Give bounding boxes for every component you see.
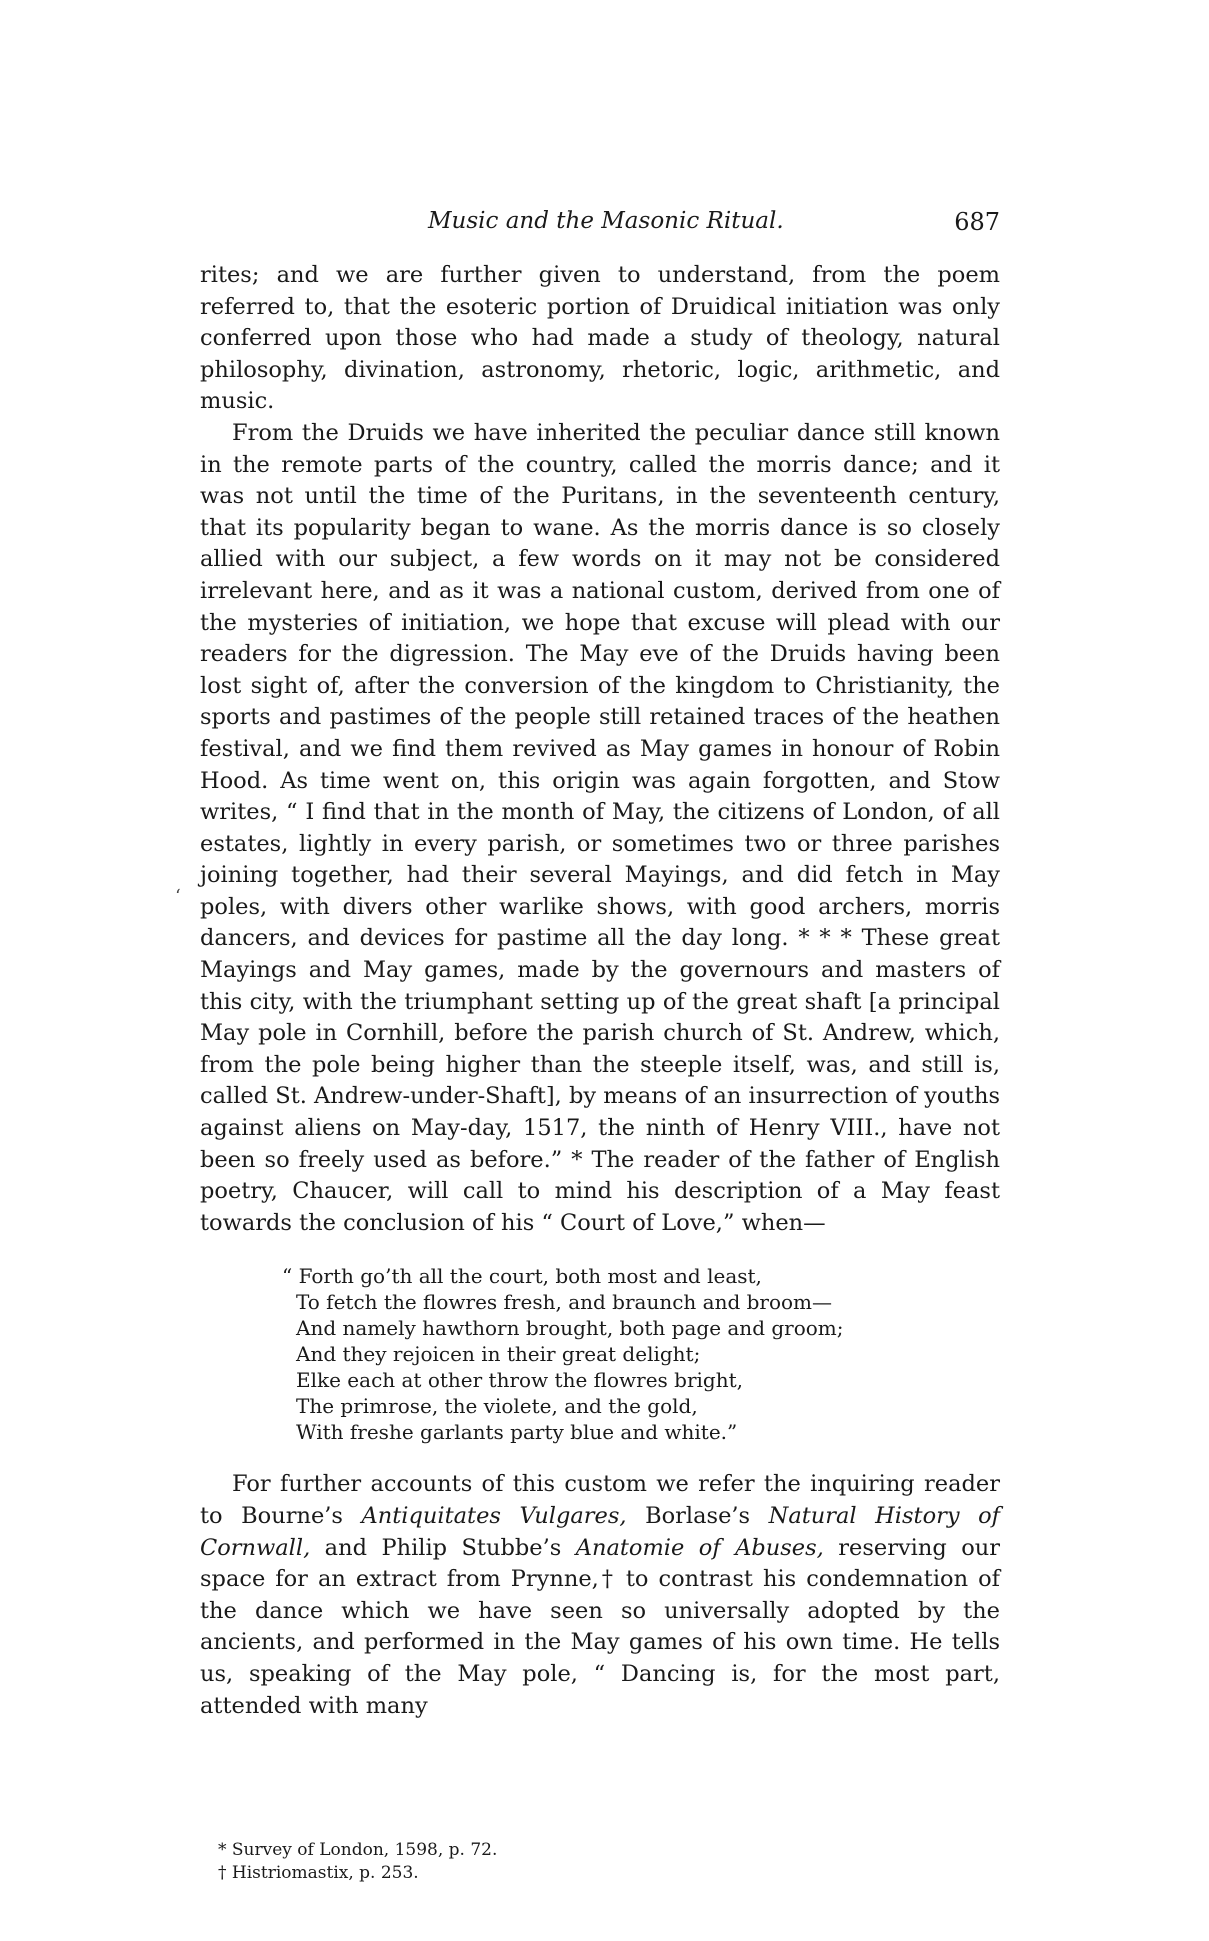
verse-line: Elke each at other throw the flowres bright, (296, 1368, 744, 1393)
verse-line: And they rejoicen in their great delight; (296, 1342, 701, 1367)
paragraph-opening: rites; and we are further given to understand, from the poem referred to, that the esoteric portion of Druidical initiation was only conferred upon those who had made a study of theology, natural philosophy, divination, astronomy, rhetoric, logic, arithmetic, and music. (200, 262, 1000, 415)
page-number: 687 (954, 208, 1000, 236)
text-run: Borlase’s (626, 1503, 769, 1529)
page-header (200, 208, 1000, 244)
text-run: and Philip Stubbe’s (310, 1534, 576, 1561)
verse-line: “ Forth go’th all the court, both most and least, (282, 1264, 762, 1289)
running-title: Music and the Masonic Ritual. (428, 208, 784, 234)
book-title-anatomie: Anatomie of Abuses, (575, 1534, 824, 1561)
book-title-antiquitates: Antiquitates Vulgares, (361, 1503, 627, 1529)
verse-line: The primrose, the violete, and the gold, (296, 1394, 698, 1419)
body-text (200, 260, 1000, 1722)
text-run: For further accounts of this custom we refer the inquiring reader to Bourne’s (200, 1471, 1000, 1529)
verse-line: To fetch the flowres fresh, and braunch and broom— (296, 1290, 833, 1315)
book-title-natural-history: Natural History of Cornwall, (200, 1503, 1000, 1561)
footnotes (218, 1839, 918, 1885)
margin-mark: ʻ (175, 886, 181, 907)
text-run: reserving our space for an extract from Prynne,† to contrast his condemnation of the dance which we have seen so universally adopted by the ancients, and performed in the May games of his own time. He tells us, speaking of the May pole, “ Dancing is, for the most part, attended with many (200, 1534, 1000, 1719)
verse-line: And namely hawthorn brought, both page and groom; (296, 1316, 844, 1341)
paragraph-further-accounts (200, 1469, 1000, 1722)
verse-line: With freshe garlants party blue and white.” (296, 1420, 738, 1445)
footnote: * Survey of London, 1598, p. 72. (218, 1840, 498, 1860)
chaucer-verse (282, 1263, 1000, 1445)
footnote: † Histriomastix, p. 253. (218, 1863, 419, 1883)
paragraph-morris-dance: From the Druids we have inherited the peculiar dance still known in the remote parts of the country, called the morris dance; and it was not until the time of the Puritans, in the seventeenth century, that its popularity began to wane. As the morris dance is so closely allied with our subject, a few words on it may not be considered irrelevant here, and as it was a national custom, derived from one of the mysteries of initiation, we hope that excuse will plead with our readers for the digression. The May eve of the Druids having been lost sight of, after the conversion of the kingdom to Christianity, the sports and pastimes of the people still retained traces of the heathen festival, and we find them revived as May games in honour of Robin Hood. As time went on, this origin was again forgotten, and Stow writes, “ I find that in the month of May, the citizens of London, of all estates, lightly in every parish, or sometimes two or three parishes joining together, had their several Mayings, and did fetch in May poles, with divers other warlike shows, with good archers, morris dancers, and devices for pastime all the day long. * * * These great Mayings and May games, made by the governours and masters of this city, with the triumphant setting up of the great shaft [a principal May pole in Cornhill, before the parish church of St. Andrew, which, from the pole being higher than the steeple itself, was, and still is, called St. Andrew-under-Shaft], by means of an insurrection of youths against aliens on May-day, 1517, the ninth of Henry VIII., have not been so freely used as before.” * The reader of the father of English poetry, Chaucer, will call to mind his description of a May feast towards the conclusion of his “ Court of Love,” when— (200, 419, 1000, 1236)
